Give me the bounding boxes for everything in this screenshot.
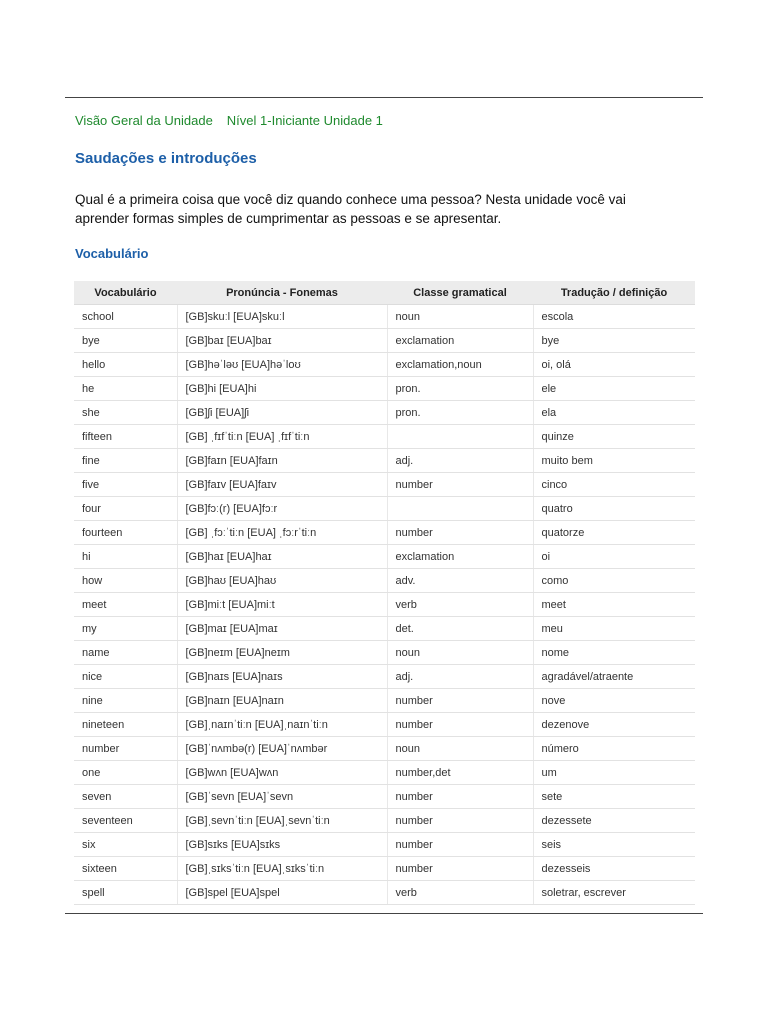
- vocabulary-cell: how: [74, 569, 177, 593]
- word-class-cell: [387, 497, 533, 521]
- table-row: [74, 521, 695, 545]
- word-class-cell: number: [387, 833, 533, 857]
- pronunciation-cell: [GB]spel [EUA]spel: [177, 881, 387, 905]
- column-header-pronunciation: Pronúncia - Fonemas: [177, 281, 387, 305]
- word-class-cell: verb: [387, 881, 533, 905]
- translation-cell: oi: [533, 545, 695, 569]
- vocabulary-cell: seventeen: [74, 809, 177, 833]
- translation-cell: número: [533, 737, 695, 761]
- pronunciation-cell: [GB]wʌn [EUA]wʌn: [177, 761, 387, 785]
- translation-cell: muito bem: [533, 449, 695, 473]
- table-row: [74, 449, 695, 473]
- table-row: [74, 329, 695, 353]
- vocabulary-cell: one: [74, 761, 177, 785]
- word-class-cell: number: [387, 785, 533, 809]
- word-class-cell: exclamation: [387, 329, 533, 353]
- translation-cell: quatro: [533, 497, 695, 521]
- translation-cell: bye: [533, 329, 695, 353]
- vocabulary-cell: nice: [74, 665, 177, 689]
- pronunciation-cell: [GB]sɪks [EUA]sɪks: [177, 833, 387, 857]
- table-row: [74, 425, 695, 449]
- word-class-cell: number: [387, 473, 533, 497]
- vocabulary-cell: spell: [74, 881, 177, 905]
- table-row: [74, 617, 695, 641]
- table-header-row: [74, 281, 695, 305]
- vocabulary-cell: sixteen: [74, 857, 177, 881]
- table-row: [74, 761, 695, 785]
- pronunciation-cell: [GB]fɔː(r) [EUA]fɔːr: [177, 497, 387, 521]
- word-class-cell: number: [387, 857, 533, 881]
- pronunciation-cell: [GB]hi [EUA]hi: [177, 377, 387, 401]
- table-row: [74, 473, 695, 497]
- vocabulary-cell: four: [74, 497, 177, 521]
- pronunciation-cell: [GB]faɪv [EUA]faɪv: [177, 473, 387, 497]
- table-row: [74, 353, 695, 377]
- table-row: [74, 377, 695, 401]
- word-class-cell: adj.: [387, 665, 533, 689]
- vocabulary-table: [74, 281, 695, 905]
- vocabulary-heading: Vocabulário: [75, 246, 149, 261]
- vocabulary-cell: five: [74, 473, 177, 497]
- word-class-cell: number: [387, 809, 533, 833]
- pronunciation-cell: [GB]naɪn [EUA]naɪn: [177, 689, 387, 713]
- translation-cell: agradável/atraente: [533, 665, 695, 689]
- vocabulary-cell: six: [74, 833, 177, 857]
- word-class-cell: number: [387, 689, 533, 713]
- table-row: [74, 689, 695, 713]
- vocabulary-cell: seven: [74, 785, 177, 809]
- translation-cell: ele: [533, 377, 695, 401]
- vocabulary-cell: fine: [74, 449, 177, 473]
- translation-cell: escola: [533, 305, 695, 329]
- pronunciation-cell: [GB]ˈsevn [EUA]ˈsevn: [177, 785, 387, 809]
- vocabulary-cell: nine: [74, 689, 177, 713]
- translation-cell: como: [533, 569, 695, 593]
- translation-cell: ela: [533, 401, 695, 425]
- pronunciation-cell: [GB]ʃi [EUA]ʃi: [177, 401, 387, 425]
- table-row: [74, 545, 695, 569]
- translation-cell: quatorze: [533, 521, 695, 545]
- vocabulary-cell: school: [74, 305, 177, 329]
- pronunciation-cell: [GB]ˌsɪksˈtiːn [EUA]ˌsɪksˈtiːn: [177, 857, 387, 881]
- table-row: [74, 305, 695, 329]
- word-class-cell: adv.: [387, 569, 533, 593]
- pronunciation-cell: [GB] ˌfɔːˈtiːn [EUA] ˌfɔːrˈtiːn: [177, 521, 387, 545]
- pronunciation-cell: [GB]maɪ [EUA]maɪ: [177, 617, 387, 641]
- table-row: [74, 833, 695, 857]
- vocabulary-cell: he: [74, 377, 177, 401]
- word-class-cell: exclamation,noun: [387, 353, 533, 377]
- vocabulary-cell: hello: [74, 353, 177, 377]
- vocabulary-cell: name: [74, 641, 177, 665]
- translation-cell: quinze: [533, 425, 695, 449]
- table-row: [74, 641, 695, 665]
- table-row: [74, 401, 695, 425]
- vocabulary-cell: she: [74, 401, 177, 425]
- word-class-cell: pron.: [387, 377, 533, 401]
- translation-cell: meet: [533, 593, 695, 617]
- pronunciation-cell: [GB]haʊ [EUA]haʊ: [177, 569, 387, 593]
- word-class-cell: noun: [387, 641, 533, 665]
- pronunciation-cell: [GB] ˌfɪfˈtiːn [EUA] ˌfɪfˈtiːn: [177, 425, 387, 449]
- vocabulary-cell: bye: [74, 329, 177, 353]
- vocabulary-cell: nineteen: [74, 713, 177, 737]
- pronunciation-cell: [GB]ˌsevnˈtiːn [EUA]ˌsevnˈtiːn: [177, 809, 387, 833]
- vocabulary-cell: meet: [74, 593, 177, 617]
- translation-cell: dezenove: [533, 713, 695, 737]
- pronunciation-cell: [GB]miːt [EUA]miːt: [177, 593, 387, 617]
- table-row: [74, 881, 695, 905]
- vocabulary-cell: fourteen: [74, 521, 177, 545]
- table-row: [74, 497, 695, 521]
- translation-cell: um: [533, 761, 695, 785]
- column-header-vocabulary: Vocabulário: [74, 281, 177, 305]
- translation-cell: sete: [533, 785, 695, 809]
- translation-cell: dezesseis: [533, 857, 695, 881]
- word-class-cell: number: [387, 521, 533, 545]
- pronunciation-cell: [GB]skuːl [EUA]skuːl: [177, 305, 387, 329]
- page-title: Saudações e introduções: [75, 150, 257, 167]
- pronunciation-cell: [GB]haɪ [EUA]haɪ: [177, 545, 387, 569]
- bottom-divider: [65, 913, 703, 914]
- word-class-cell: number: [387, 713, 533, 737]
- word-class-cell: verb: [387, 593, 533, 617]
- vocabulary-cell: my: [74, 617, 177, 641]
- pronunciation-cell: [GB]baɪ [EUA]baɪ: [177, 329, 387, 353]
- table-row: [74, 569, 695, 593]
- column-header-translation: Tradução / definição: [533, 281, 695, 305]
- word-class-cell: exclamation: [387, 545, 533, 569]
- table-row: [74, 857, 695, 881]
- breadcrumb-overview-link[interactable]: Visão Geral da Unidade: [75, 113, 213, 128]
- translation-cell: meu: [533, 617, 695, 641]
- table-row: [74, 737, 695, 761]
- vocabulary-table-body: [74, 305, 695, 905]
- translation-cell: dezessete: [533, 809, 695, 833]
- vocabulary-cell: hi: [74, 545, 177, 569]
- table-row: [74, 665, 695, 689]
- pronunciation-cell: [GB]faɪn [EUA]faɪn: [177, 449, 387, 473]
- table-row: [74, 593, 695, 617]
- vocabulary-cell: fifteen: [74, 425, 177, 449]
- translation-cell: nome: [533, 641, 695, 665]
- translation-cell: seis: [533, 833, 695, 857]
- top-divider: [65, 97, 703, 98]
- intro-text: Qual é a primeira coisa que você diz quando conhece uma pessoa? Nesta unidade você vai aprender formas simples de cumprimentar as pessoas e se apresentar.: [75, 192, 626, 226]
- vocabulary-cell: number: [74, 737, 177, 761]
- word-class-cell: noun: [387, 305, 533, 329]
- table-row: [74, 785, 695, 809]
- translation-cell: nove: [533, 689, 695, 713]
- word-class-cell: pron.: [387, 401, 533, 425]
- breadcrumb: [75, 113, 383, 128]
- breadcrumb-level-link[interactable]: Nível 1-Iniciante Unidade 1: [226, 113, 383, 128]
- pronunciation-cell: [GB]naɪs [EUA]naɪs: [177, 665, 387, 689]
- pronunciation-cell: [GB]həˈləʊ [EUA]həˈloʊ: [177, 353, 387, 377]
- column-header-word-class: Classe gramatical: [387, 281, 533, 305]
- table-row: [74, 713, 695, 737]
- pronunciation-cell: [GB]ˈnʌmbə(r) [EUA]ˈnʌmbər: [177, 737, 387, 761]
- word-class-cell: noun: [387, 737, 533, 761]
- word-class-cell: det.: [387, 617, 533, 641]
- word-class-cell: number,det: [387, 761, 533, 785]
- word-class-cell: adj.: [387, 449, 533, 473]
- pronunciation-cell: [GB]neɪm [EUA]neɪm: [177, 641, 387, 665]
- pronunciation-cell: [GB]ˌnaɪnˈtiːn [EUA]ˌnaɪnˈtiːn: [177, 713, 387, 737]
- translation-cell: cinco: [533, 473, 695, 497]
- translation-cell: soletrar, escrever: [533, 881, 695, 905]
- table-row: [74, 809, 695, 833]
- translation-cell: oi, olá: [533, 353, 695, 377]
- word-class-cell: [387, 425, 533, 449]
